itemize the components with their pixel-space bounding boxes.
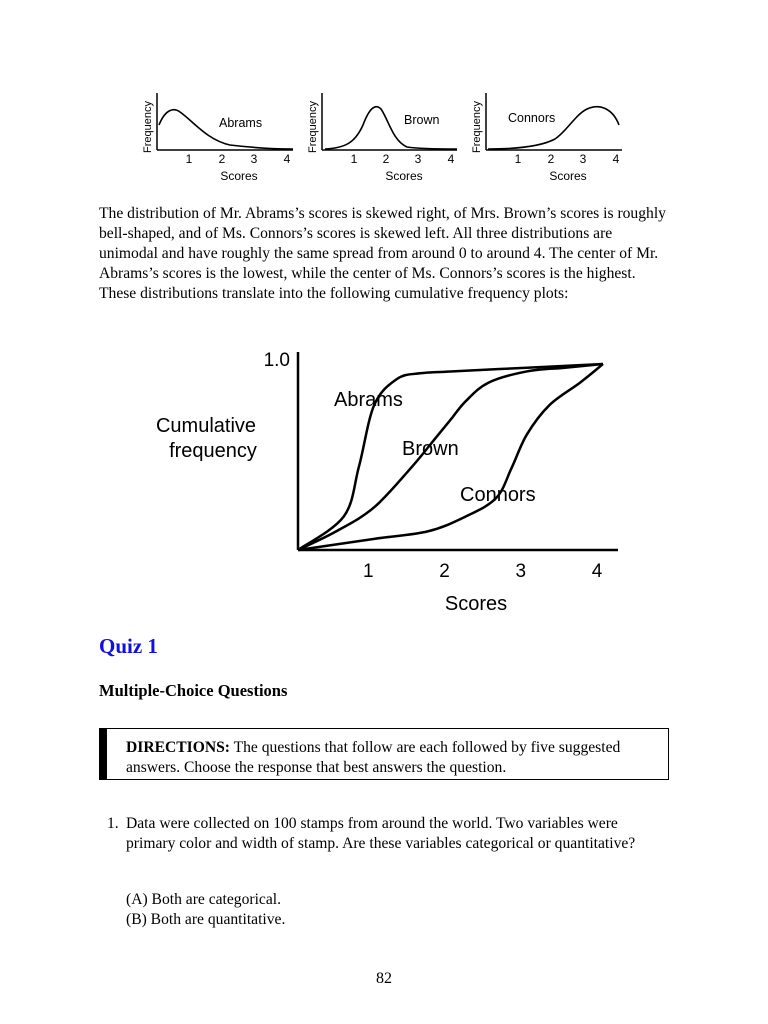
brown-frequency-chart <box>307 93 457 183</box>
page-number: 82 <box>376 970 392 987</box>
brown-tick-3: 3 <box>414 152 422 166</box>
connors-tick-4: 4 <box>612 152 620 166</box>
series-label-connors: Connors <box>460 484 536 506</box>
brown-tick-2: 2 <box>382 152 390 166</box>
directions-label: DIRECTIONS: <box>126 739 230 756</box>
answer-option-a: (A) Both are categorical. <box>126 891 281 908</box>
brown-label: Brown <box>404 113 440 127</box>
question-text: Data were collected on 100 stamps from around the world. Two variables were primary color and width of stamp. Are these variables categorical or quantitative? <box>126 815 636 852</box>
cum-x-ticks <box>363 561 603 582</box>
answer-options <box>126 890 285 930</box>
directions-text <box>126 738 666 778</box>
cum-xlabel: Scores <box>444 593 508 615</box>
brown-tick-4: 4 <box>447 152 455 166</box>
abrams-tick-1: 1 <box>185 152 193 166</box>
question-number: 1. <box>107 815 119 832</box>
cum-ylabel-line1: Cumulative <box>155 415 257 437</box>
connors-ylabel: Frequency <box>471 101 483 153</box>
cum-ylabel-line2: frequency <box>169 440 257 462</box>
abrams-xlabel: Scores <box>220 169 258 183</box>
quiz-title: Quiz 1 <box>99 634 158 658</box>
directions-body: The questions that follow are each followed by five suggested answers. Choose the response that best answers the question. <box>126 739 621 776</box>
frequency-sketches <box>135 85 635 185</box>
brown-ylabel: Frequency <box>307 101 319 153</box>
directions-box <box>99 728 669 780</box>
connors-tick-1: 1 <box>514 152 522 166</box>
section-heading: Multiple-Choice Questions <box>99 681 288 700</box>
abrams-tick-3: 3 <box>250 152 258 166</box>
brown-tick-1: 1 <box>350 152 358 166</box>
cum-x-tick-4: 4 <box>591 561 603 582</box>
connors-frequency-chart <box>471 93 622 183</box>
brown-xlabel: Scores <box>385 169 423 183</box>
cum-x-tick-3: 3 <box>515 561 527 582</box>
series-label-brown: Brown <box>402 438 459 460</box>
series-label-abrams: Abrams <box>334 389 403 411</box>
cumulative-frequency-chart <box>135 342 635 622</box>
abrams-tick-4: 4 <box>283 152 291 166</box>
connors-label: Connors <box>508 111 556 125</box>
cum-x-tick-2: 2 <box>439 561 450 582</box>
connors-tick-3: 3 <box>579 152 587 166</box>
abrams-label: Abrams <box>219 116 263 130</box>
abrams-ylabel: Frequency <box>142 101 154 153</box>
abrams-tick-2: 2 <box>218 152 226 166</box>
connors-tick-2: 2 <box>547 152 555 166</box>
connors-xlabel: Scores <box>549 169 587 183</box>
body-paragraph: The distribution of Mr. Abrams’s scores is skewed right, of Mrs. Brown’s scores is roughly bell-shaped, and of Ms. Connors’s scores is skewed left. All three distributions are unimodal and have roughly the same spread from around 0 to around 4. The center of Mr. Abrams’s scores is the lowest, while the center of Ms. Connors’s scores is the highest. These distributions translate into the following cumulative frequency plots: <box>99 205 666 302</box>
answer-option-b: (B) Both are quantitative. <box>126 911 286 928</box>
cum-x-tick-1: 1 <box>362 561 374 582</box>
abrams-frequency-chart <box>142 93 293 183</box>
cum-y-tick: 1.0 <box>263 350 290 371</box>
